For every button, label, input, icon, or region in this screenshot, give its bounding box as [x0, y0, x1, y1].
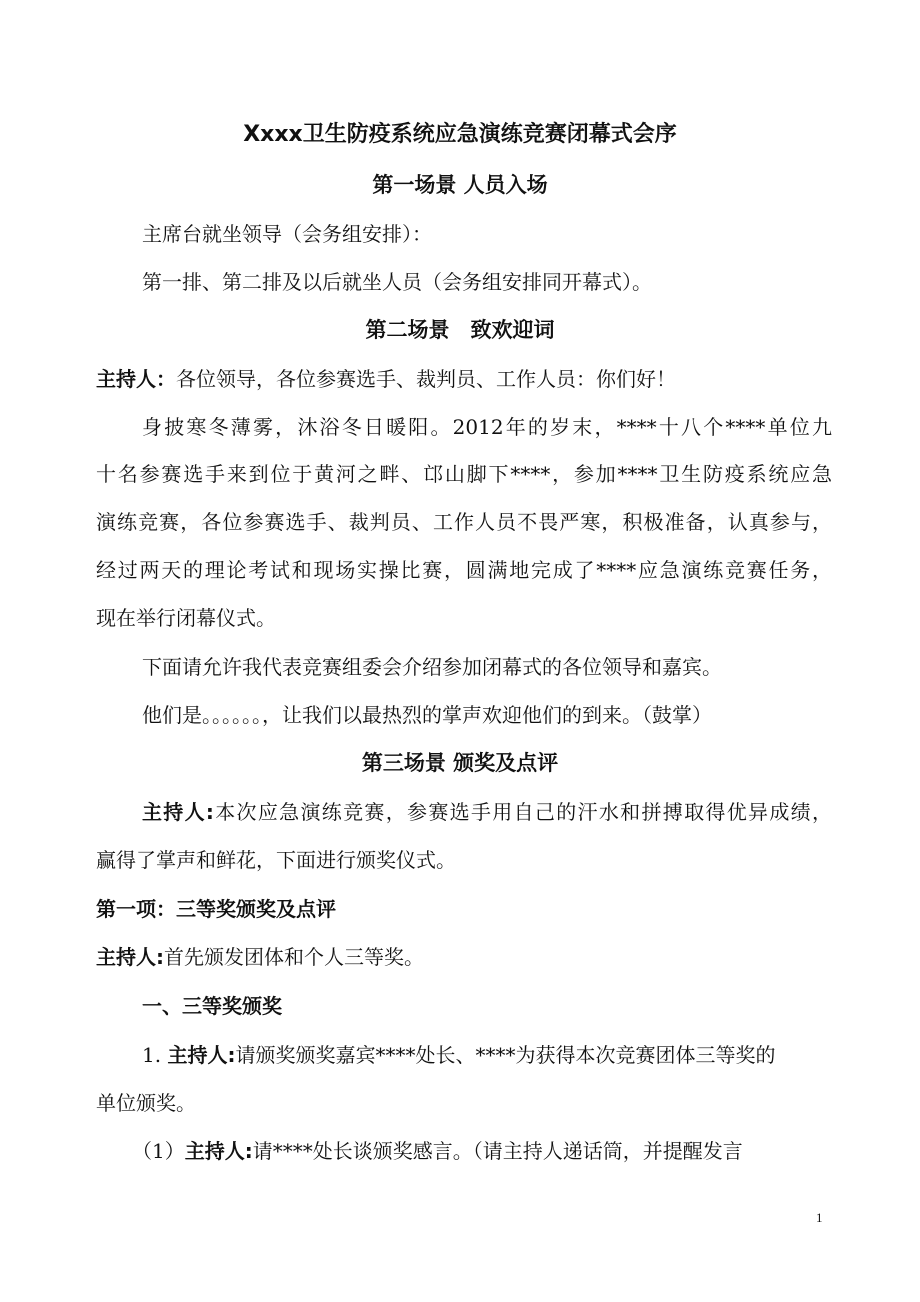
step2-line — [132, 1138, 743, 1164]
host-text: 各位领导，各位参赛选手、裁判员、工作人员：你们好！ — [176, 367, 676, 391]
scene2-heading: 第二场景 致欢迎词 — [365, 318, 555, 342]
step2-number: （1） — [132, 1139, 185, 1163]
para1-line-4: 经过两天的理论考试和现场实操比赛，圆满地完成了****应急演练竞赛任务， — [96, 558, 832, 582]
step1-number: 1. — [142, 1043, 162, 1067]
para1-line-1: 身披寒冬薄雾，沐浴冬日暖阳。2012年的岁末，****十八个****单位九 — [142, 415, 832, 439]
host-label: 主持人: — [167, 1043, 236, 1067]
para1-line-5: 现在举行闭幕仪式。 — [96, 606, 276, 630]
document-title: Xxxx卫生防疫系统应急演练竞赛闭幕式会序 — [243, 122, 677, 147]
host-label: 主持人： — [96, 367, 176, 391]
scene1-line-2: 第一排、第二排及以后就坐人员（会务组安排同开幕式）。 — [142, 270, 652, 294]
step1-line-1 — [142, 1042, 775, 1068]
scene1-heading: 第一场景 人员入场 — [372, 173, 548, 197]
scene3-host-line-2: 赢得了掌声和鲜花，下面进行颁奖仪式。 — [96, 848, 456, 872]
scene2-host-line — [96, 366, 676, 392]
para1-line-3: 演练竞赛，各位参赛选手、裁判员、工作人员不畏严寒，积极准备，认真参与， — [96, 510, 832, 534]
scene3-heading: 第三场景 颁奖及点评 — [361, 751, 559, 775]
host2-line — [96, 944, 424, 970]
page-number: 1 — [816, 1210, 823, 1225]
host-text: 本次应急演练竞赛，参赛选手用自己的汗水和拼搏取得优异成绩， — [213, 800, 832, 824]
step1-line-2: 单位颁奖。 — [96, 1091, 196, 1115]
host-text: 首先颁发团体和个人三等奖。 — [164, 945, 424, 969]
scene1-line-1: 主席台就坐领导（会务组安排）： — [142, 222, 432, 246]
scene3-host-line-1 — [142, 799, 832, 825]
host-label: 主持人: — [96, 945, 164, 969]
item1-heading: 第一项：三等奖颁奖及点评 — [96, 897, 336, 921]
host-label: 主持人: — [142, 800, 214, 824]
subsection-heading: 一、三等奖颁奖 — [142, 994, 282, 1018]
step2-text: 请****处长谈颁奖感言。（请主持人递话筒，并提醒发言 — [252, 1139, 743, 1163]
host-label: 主持人: — [184, 1139, 253, 1163]
para1-line-2: 十名参赛选手来到位于黄河之畔、邙山脚下****，参加****卫生防疫系统应急 — [96, 462, 832, 486]
step1-text: 请颁奖颁奖嘉宾****处长、****为获得本次竞赛团体三等奖的 — [235, 1043, 776, 1067]
para2: 下面请允许我代表竞赛组委会介绍参加闭幕式的各位领导和嘉宾。 — [142, 655, 722, 679]
para3: 他们是。。。。。。，让我们以最热烈的掌声欢迎他们的到来。（鼓掌） — [142, 703, 712, 727]
